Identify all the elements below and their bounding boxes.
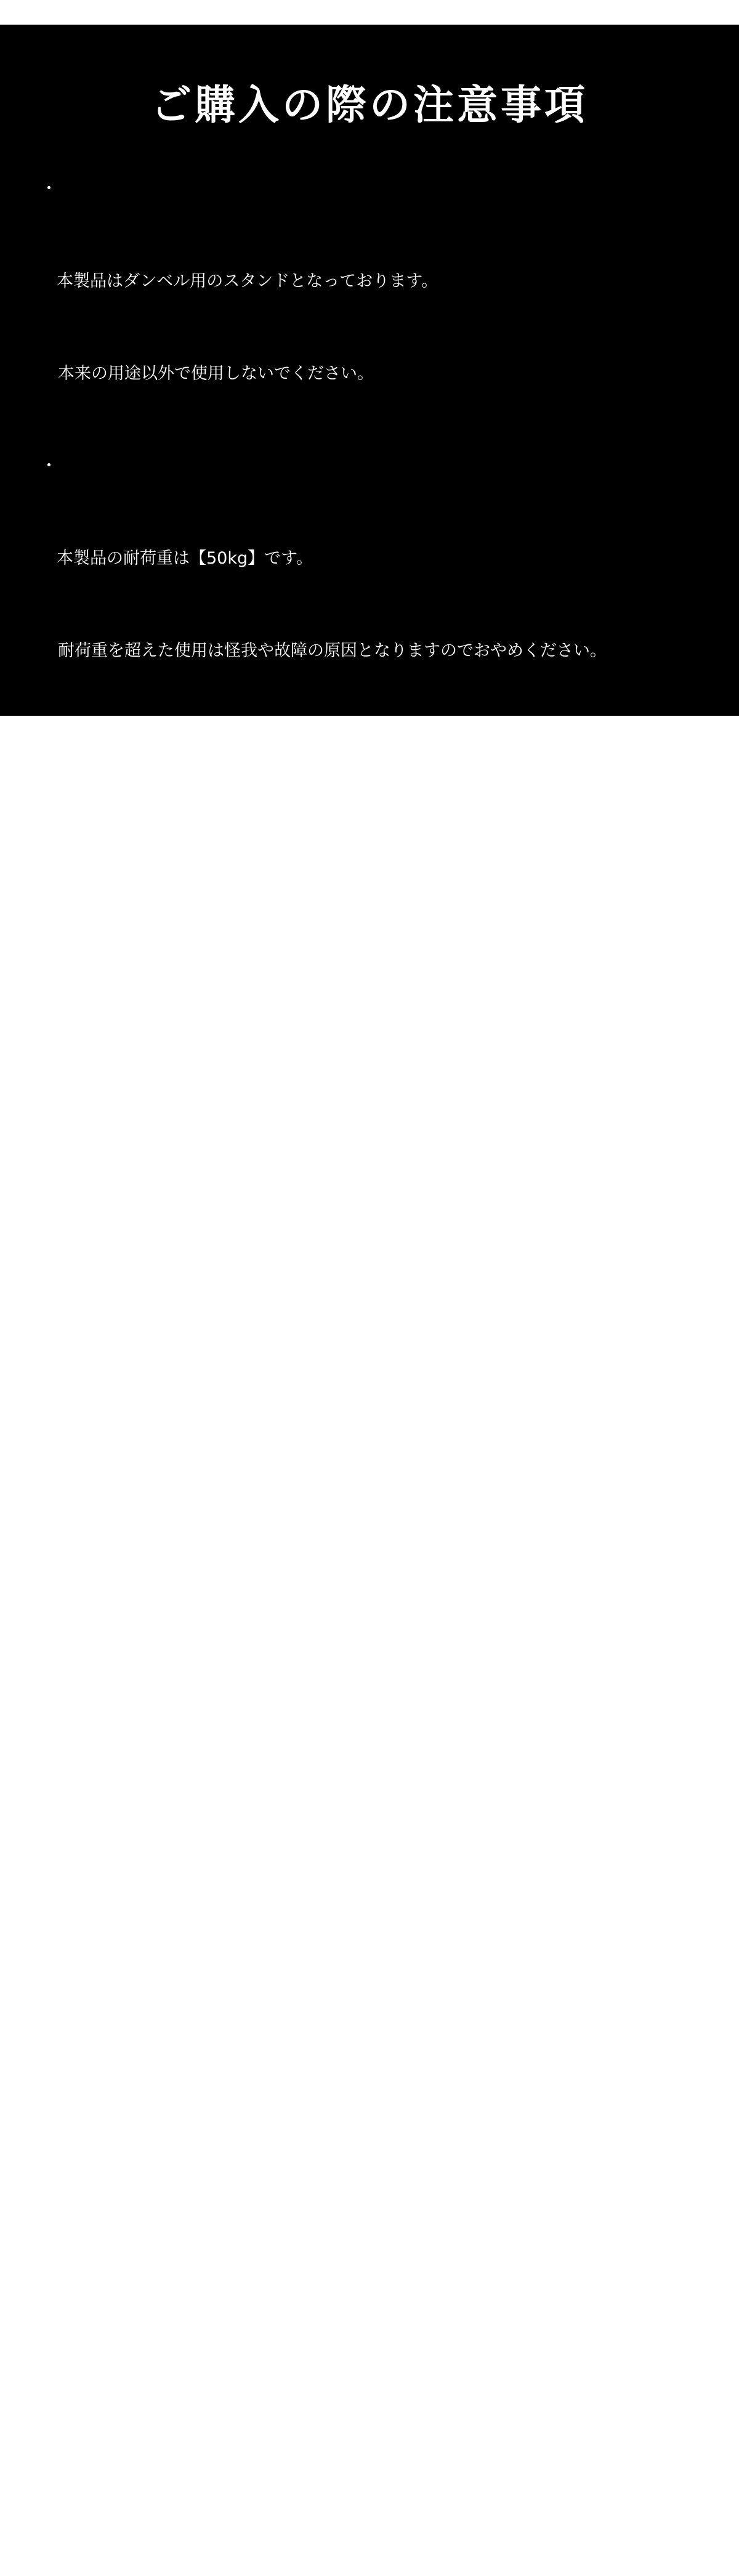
caution-item-1 (41, 174, 724, 451)
bullet: ・ (41, 734, 57, 753)
caution-line: 本製品は重量があり大変危険です。 (57, 826, 321, 845)
caution-line: 本製品は家庭用となります。 (57, 1103, 272, 1122)
caution-list (41, 174, 724, 2576)
caution-item-2 (41, 451, 724, 728)
page-title: ご購入の際の注意事項 (151, 81, 588, 129)
caution-item-8 (41, 2114, 724, 2391)
caution-line: 製品の転倒やダンベルの落下といったリスクがございます。 (58, 1750, 506, 1769)
caution-line: 使用する前に各部のボルトが完全に固定されているか必ずご確認ください。 (57, 2489, 622, 2508)
bullet: ・ (41, 2120, 57, 2139)
caution-item-9 (41, 2391, 724, 2576)
bullet: ・ (41, 179, 57, 198)
caution-line: ご自宅以外（学校・スポーツジム等）での使用はお控えください。 (58, 1196, 555, 1215)
bullet: ・ (41, 1011, 57, 1030)
caution-line: 本製品はダンベル用のスタンドとなっております。 (57, 272, 438, 291)
caution-line: 固定してください。 (58, 2027, 208, 2046)
caution-line: 製品の破損に繋がります。 (58, 1473, 256, 1492)
bullet: ・ (41, 1288, 57, 1307)
caution-line: 場合がございます。必要に応じて床保護マット等を併用してください。 (58, 2304, 588, 2323)
caution-line: 本来の用途以外で使用しないでください。 (58, 364, 374, 383)
caution-line: ダンベルの転倒や落下を防ぐため、スタンドに置く際は必ず付属のベルトで (57, 1935, 622, 1954)
caution-line: ダンベルを高い位置から落下させないでください。 (57, 1380, 440, 1399)
caution-line: ダンベルを載せたまま製品を移動させないでください。 (57, 1658, 473, 1677)
caution-item-6 (41, 1560, 724, 1837)
caution-item-4 (41, 1005, 724, 1282)
caution-line: 耐荷重を超えた使用は怪我や故障の原因となりますのでおやめください。 (58, 641, 607, 660)
caution-line: 思わぬ事故を避けるため、小さなお子様を近づけさせないでください。 (58, 918, 589, 938)
bullet: ・ (41, 1842, 57, 1861)
caution-item-7 (41, 1837, 724, 2114)
notice-panel (0, 25, 739, 2508)
caution-item-3 (41, 728, 724, 1005)
bullet: ・ (41, 1565, 57, 1584)
bullet: ・ (41, 456, 57, 476)
caution-item-5 (41, 1282, 724, 1560)
caution-line: 本製品の耐荷重は【50kg】です。 (57, 549, 313, 568)
caution-line: 脚フレームに装着されたラバー素材と床材との相性により、移染が発生する (57, 2212, 621, 2231)
bullet: ・ (41, 2397, 57, 2416)
